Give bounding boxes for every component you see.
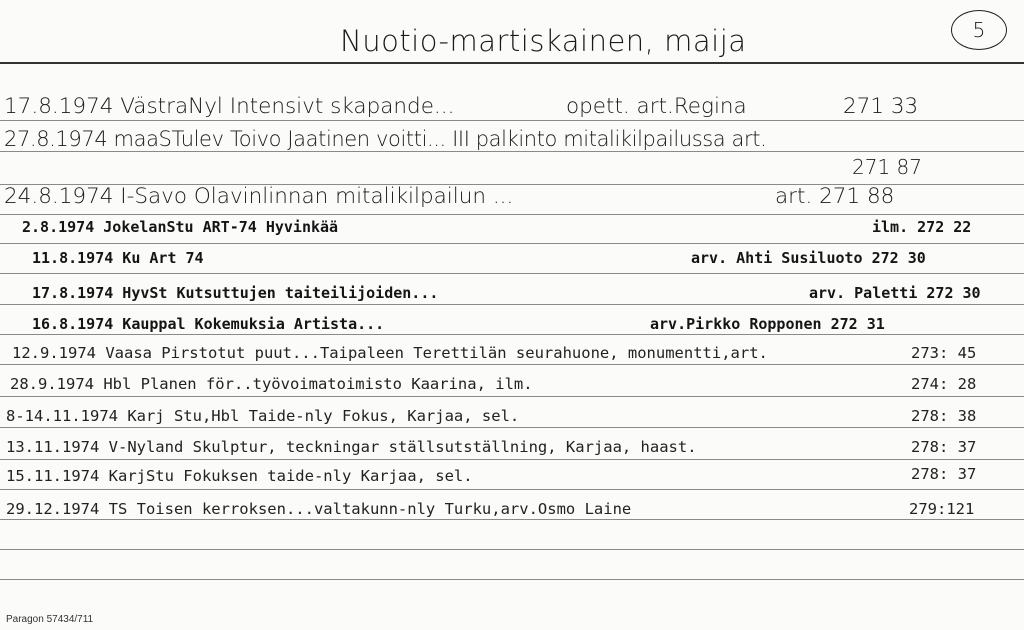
entry-text: 27.8.1974 maaSTulev Toivo Jaatinen voitti... III palkinto mitalikilpailussa art. — [4, 127, 767, 151]
entry-reference: 278: 37 — [911, 465, 977, 483]
entry-reference: arv.Pirkko Ropponen 272 31 — [650, 315, 885, 333]
entry-text: 17.8.1974 VästraNyl Intensivt skapande... — [4, 94, 455, 119]
ruled-line — [0, 243, 1024, 244]
card-number: 5 — [951, 10, 1007, 50]
entry-text: 12.9.1974 Vaasa Pirstotut puut...Taipaleen Terettilän seurahuone, monumentti,art. — [12, 344, 768, 362]
ruled-line — [0, 304, 1024, 305]
entry-reference: 273: 45 — [911, 344, 977, 362]
ruled-line — [0, 396, 1024, 397]
ruled-line — [0, 214, 1024, 215]
ruled-line — [0, 151, 1024, 152]
entry-text: 8-14.11.1974 Karj Stu,Hbl Taide-nly Fokus, Karjaa, sel. — [6, 407, 520, 425]
card-title: Nuotio-martiskainen, maija — [340, 24, 747, 58]
card-footer: Paragon 57434/711 — [6, 614, 94, 625]
ruled-line — [0, 427, 1024, 428]
entry-reference: 271 33 — [843, 94, 919, 119]
entry-reference: ilm. 272 22 — [872, 218, 972, 236]
ruled-line — [0, 364, 1024, 365]
entry-text: 29.12.1974 TS Toisen kerroksen...valtakunn-nly Turku,arv.Osmo Laine — [6, 500, 632, 518]
entry-text: 28.9.1974 Hbl Planen för..työvoimatoimisto Kaarina, ilm. — [10, 375, 533, 393]
entry-text: 17.8.1974 HyvSt Kutsuttujen taiteilijoiden... — [32, 284, 439, 302]
ruled-line — [0, 549, 1024, 550]
entry-reference: 278: 38 — [911, 407, 977, 425]
entry-reference: art. 271 88 — [775, 184, 895, 209]
entry-reference: arv. Ahti Susiluoto 272 30 — [691, 249, 926, 267]
ruled-line — [0, 120, 1024, 121]
ruled-line — [0, 519, 1024, 520]
entry-reference: 271 87 — [852, 155, 922, 179]
entry-text: 24.8.1974 I-Savo Olavinlinnan mitalikilpailun ... — [4, 184, 514, 209]
entry-text: 16.8.1974 Kauppal Kokemuksia Artista... — [32, 315, 385, 333]
ruled-line — [0, 459, 1024, 460]
entry-text: 11.8.1974 Ku Art 74 — [32, 249, 204, 267]
entry-reference: 278: 37 — [911, 438, 977, 456]
entry-reference: 274: 28 — [911, 375, 977, 393]
title-rule — [0, 62, 1024, 64]
entry-text: 2.8.1974 JokelanStu ART-74 Hyvinkää — [22, 218, 339, 236]
ruled-line — [0, 579, 1024, 580]
ruled-line — [0, 273, 1024, 274]
entry-reference: 279:121 — [909, 500, 975, 518]
ruled-line — [0, 489, 1024, 490]
ruled-line — [0, 334, 1024, 335]
entry-text: 15.11.1974 KarjStu Fokuksen taide-nly Karjaa, sel. — [6, 467, 473, 485]
entry-reference: arv. Paletti 272 30 — [809, 284, 981, 302]
entry-source: opett. art.Regina — [566, 94, 747, 119]
entry-text: 13.11.1974 V-Nyland Skulptur, teckningar ställsutställning, Karjaa, haast. — [6, 438, 697, 456]
